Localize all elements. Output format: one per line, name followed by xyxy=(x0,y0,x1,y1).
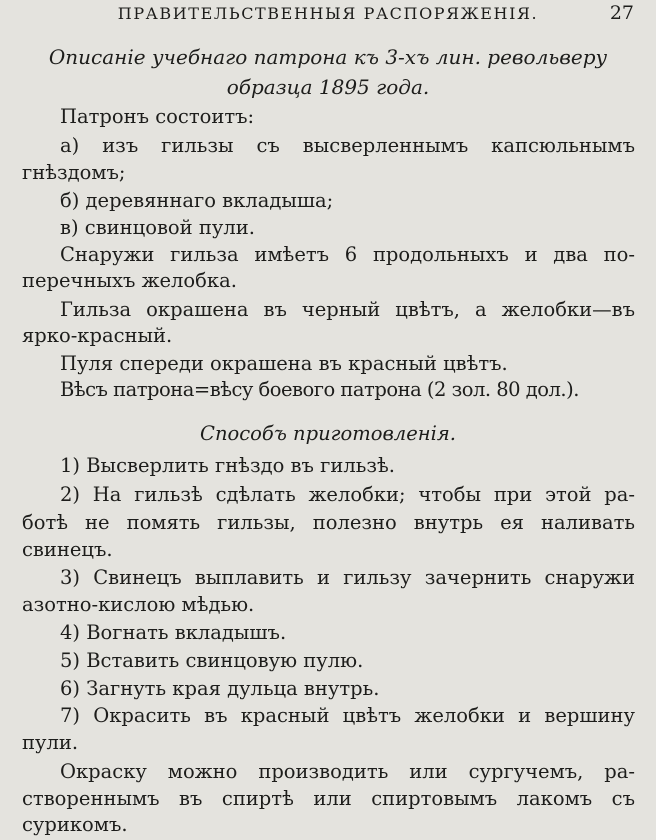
text-line: перечныхъ желобка. xyxy=(22,269,237,292)
text-line: а) изъ гильзы съ высверленнымъ капсюльнымъ xyxy=(60,134,635,157)
text-line: Гильза окрашена въ черный цвѣтъ, а желобки—въ xyxy=(60,298,635,321)
list-item: 6) Загнуть края дульца внутрь. xyxy=(60,677,380,700)
list-item: 4) Вогнать вкладышъ. xyxy=(60,621,287,644)
text-line: сурикомъ. xyxy=(22,813,128,836)
text-line: Снаружи гильза имѣетъ 6 продольныхъ и два по- xyxy=(60,243,635,266)
text-line: ярко-красный. xyxy=(22,324,173,347)
text-line: ботѣ не помять гильзы, полезно внутрь ея наливать xyxy=(22,511,635,534)
title-line-1: Описаніе учебнаго патрона къ 3-хъ лин. револьверу xyxy=(48,45,608,69)
text-line: створеннымъ въ спиртѣ или спиртовымъ лакомъ съ xyxy=(22,787,635,810)
list-item: 1) Высверлить гнѣздо въ гильзѣ. xyxy=(60,454,395,477)
text-line: Пуля спереди окрашена въ красный цвѣтъ. xyxy=(60,352,508,375)
page-number: 27 xyxy=(609,2,634,24)
list-item: 5) Вставить свинцовую пулю. xyxy=(60,649,364,672)
text-line: б) деревяннаго вкладыша; xyxy=(60,189,334,212)
running-head: ПРАВИТЕЛЬСТВЕННЫЯ РАСПОРЯЖЕНІЯ. xyxy=(117,4,539,23)
list-item: 2) На гильзѣ сдѣлать желобки; чтобы при этой ра- xyxy=(60,483,635,506)
text-line: гнѣздомъ; xyxy=(22,161,126,184)
title-line-2: образца 1895 года. xyxy=(226,75,430,99)
document-title xyxy=(18,42,638,102)
text-line: Патронъ состоитъ: xyxy=(60,105,255,128)
text-line: свинецъ. xyxy=(22,538,113,561)
list-item: 7) Окрасить въ красный цвѣтъ желобки и вершину xyxy=(60,704,635,727)
text-line: Вѣсъ патрона=вѣсу боевого патрона (2 зол. 80 дол.). xyxy=(60,378,579,401)
text-line: в) свинцовой пули. xyxy=(60,216,255,239)
text-line: азотно-кислою мѣдью. xyxy=(22,593,255,616)
text-line: Окраску можно производить или сургучемъ, ра- xyxy=(60,760,635,783)
text-line: пули. xyxy=(22,731,79,754)
section-subtitle: Способъ приготовленія. xyxy=(200,422,456,445)
page-header xyxy=(0,2,656,26)
list-item: 3) Свинецъ выплавить и гильзу зачернить снаружи xyxy=(60,566,635,589)
